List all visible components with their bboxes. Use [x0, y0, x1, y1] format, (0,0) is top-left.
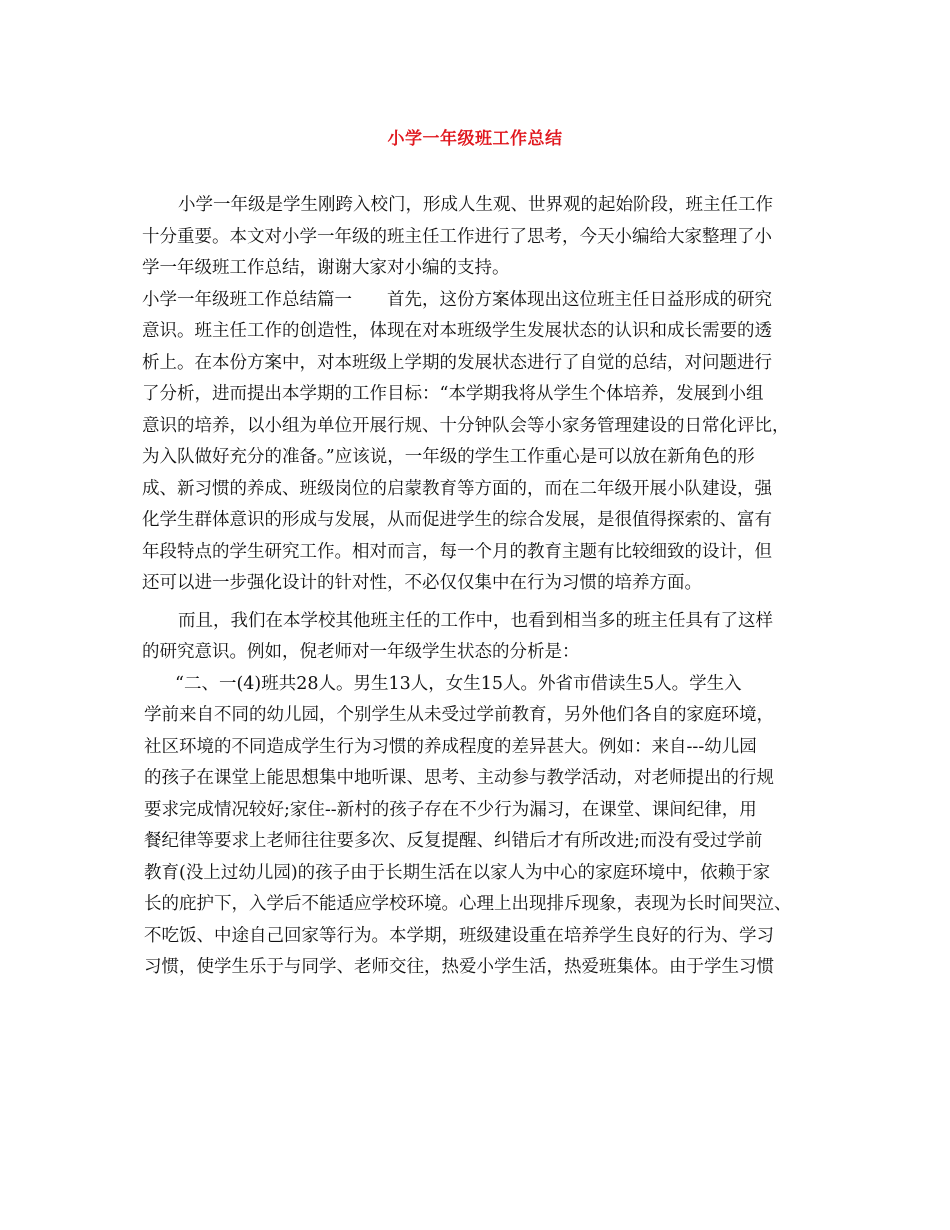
text-line: 为入队做好充分的准备。”应该说，一年级的学生工作重心是可以放在新角色的形 [142, 447, 755, 467]
text-line: “二、一(4)班共28人。男生13人，女生15人。外省市借读生5人。学生入 [175, 673, 742, 694]
text-line: 小学一年级是学生刚跨入校门，形成人生观、世界观的起始阶段，班主任工作 [178, 195, 773, 215]
text-line: 小学一年级班工作总结篇一 首先，这份方案体现出这位班主任日益形成的研究 [142, 289, 772, 310]
text-line: 年段特点的学生研究工作。相对而言，每一个月的教育主题有比较细致的设计，但 [142, 541, 772, 562]
text-line: 长的庇护下，入学后不能适应学校环境。心理上出现排斥现象，表现为长时间哭泣、 [144, 894, 792, 914]
quote-paragraph [142, 669, 822, 984]
document-title: 小学一年级班工作总结 [387, 129, 563, 149]
text-line: 教育(没上过幼儿园)的孩子由于长期生活在以家人为中心的家庭环境中，依赖于家 [144, 862, 771, 883]
text-line: 成、新习惯的养成、班级岗位的启蒙教育等方面的，而在二年级开展小队建设，强 [142, 478, 772, 499]
text-line: 化学生群体意识的形成与发展，从而促进学生的综合发展，是很值得探索的、富有 [142, 510, 772, 530]
text-line: 学前来自不同的幼儿园，个别学生从未受过学前教育，另外他们各自的家庭环境， [144, 705, 774, 725]
text-line: 了分析，进而提出本学期的工作目标：“本学期我将从学生个体培养，发展到小组 [142, 384, 764, 404]
section1-paragraph [142, 285, 822, 600]
text-line: 餐纪律等要求上老师往往要多次、反复提醒、纠错后才有所改进;而没有受过学前 [144, 831, 763, 851]
intro-paragraph [142, 190, 822, 285]
text-line: 还可以进一步强化设计的针对性，不必仅仅集中在行为习惯的培养方面。 [142, 573, 702, 593]
text-line: 的孩子在课堂上能思想集中地听课、思考、主动参与教学活动，对老师提出的行规 [144, 768, 774, 788]
text-line: 社区环境的不同造成学生行为习惯的养成程度的差异甚大。例如：来自---幼儿园 [144, 736, 757, 757]
text-line: 要求完成情况较好;家住--新村的孩子存在不少行为漏习，在课堂、课间纪律，用 [144, 799, 757, 820]
document-body [142, 190, 822, 984]
text-line: 的研究意识。例如，倪老师对一年级学生状态的分析是： [142, 642, 580, 662]
text-line: 意识。班主任工作的创造性，体现在对本班级学生发展状态的认识和成长需要的透 [142, 321, 772, 341]
text-line: 十分重要。本文对小学一年级的班主任工作进行了思考，今天小编给大家整理了小 [142, 226, 772, 247]
text-line: 析上。在本份方案中，对本班级上学期的发展状态进行了自觉的总结，对问题进行 [142, 352, 772, 373]
text-line: 意识的培养，以小组为单位开展行规、十分钟队会等小家务管理建设的日常化评比， [142, 415, 790, 436]
text-line: 学一年级班工作总结，谢谢大家对小编的支持。 [142, 258, 510, 278]
text-line: 习惯，使学生乐于与同学、老师交往，热爱小学生活，热爱班集体。由于学生习惯 [144, 957, 774, 977]
text-line: 而且，我们在本学校其他班主任的工作中，也看到相当多的班主任具有了这样 [178, 610, 773, 631]
text-line: 不吃饭、中途自己回家等行为。本学期，班级建设重在培养学生良好的行为、学习 [144, 925, 774, 946]
paragraph-2 [142, 606, 822, 669]
